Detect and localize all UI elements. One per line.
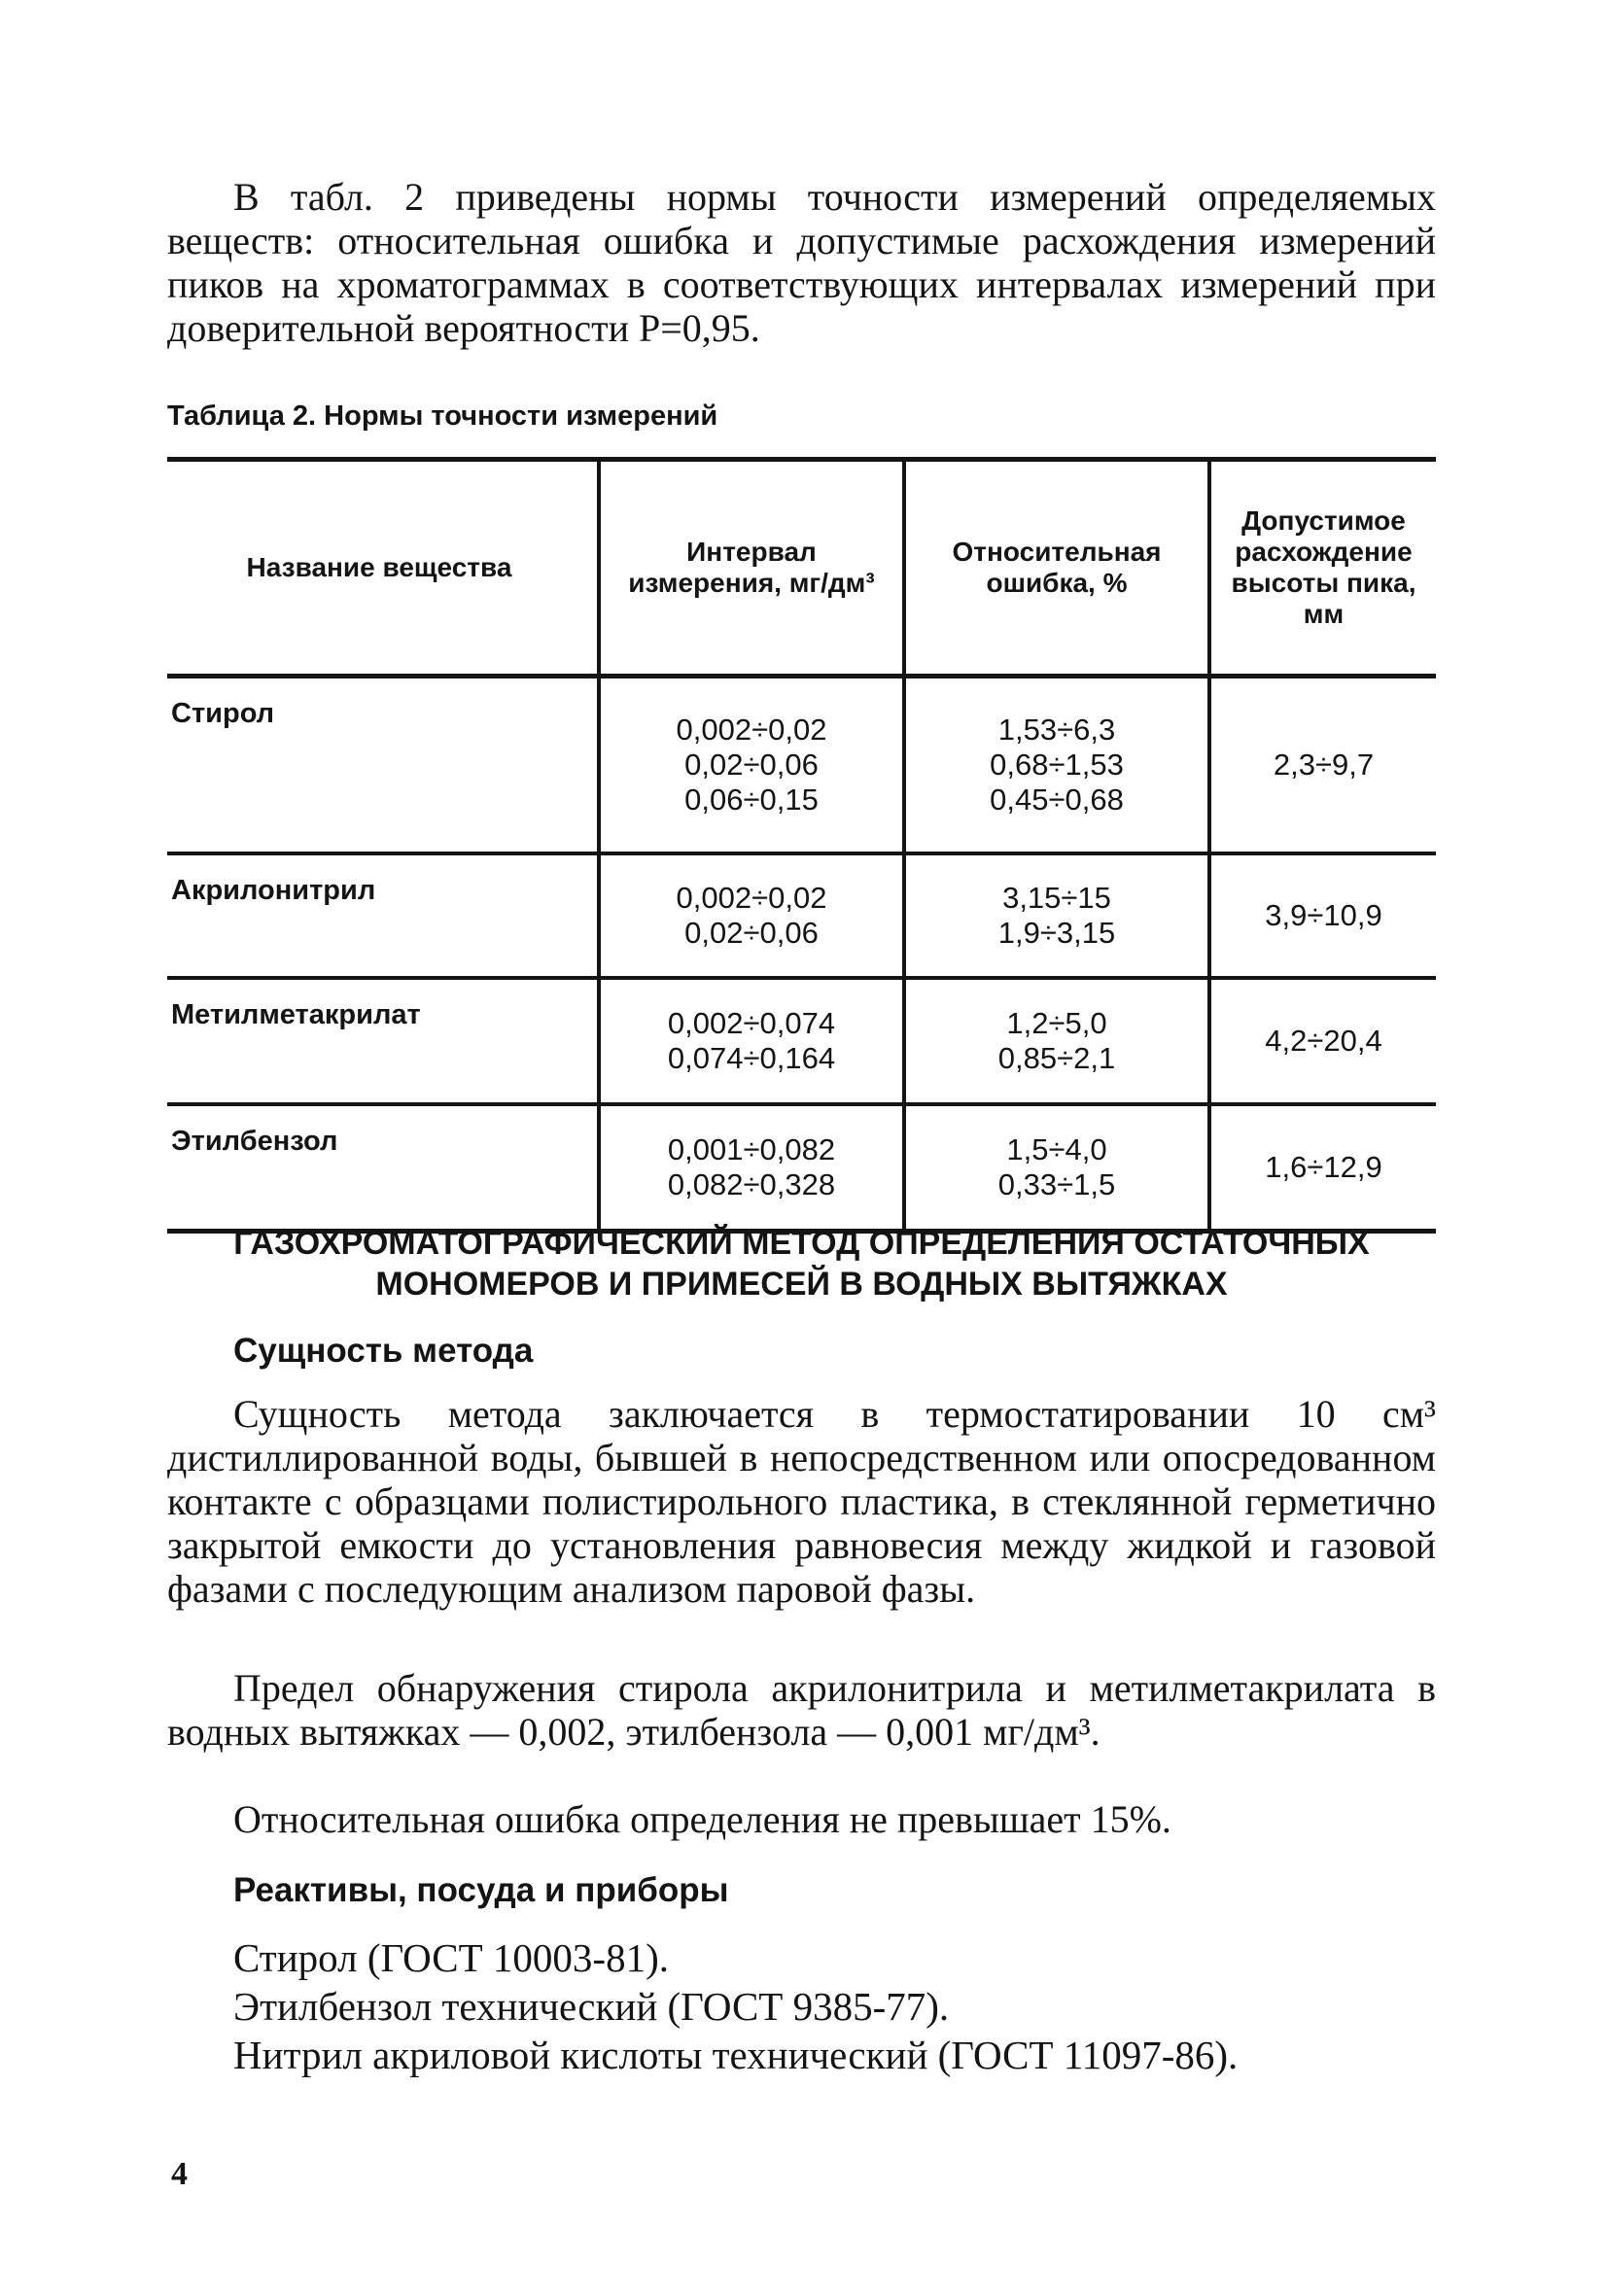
header-interval: Интервал измерения, мг/дм³ [599,460,904,677]
table-caption: Таблица 2. Нормы точности измерений [167,400,718,432]
cell-relative-error: 3,15÷15 1,9÷3,15 [904,853,1209,978]
table-row [167,978,1436,1104]
reagents-heading: Реактивы, посуда и приборы [233,1871,729,1909]
cell-peak-discrepancy: 1,6÷12,9 [1209,1104,1436,1232]
intro-paragraph: В табл. 2 приведены нормы точности измерений определяемых веществ: относительная ошибка и допустимые расхождения измерений пиков на хроматограммах в соответствующих интервалах измерений при доверительной вероятности P=0,95. [167,175,1436,350]
table-row [167,677,1436,854]
table-row [167,1104,1436,1232]
page-number: 4 [171,2156,188,2192]
section-title: ГАЗОХРОМАТОГРАФИЧЕСКИЙ МЕТОД ОПРЕДЕЛЕНИЯ ОСТАТОЧНЫХ МОНОМЕРОВ И ПРИМЕСЕЙ В ВОДНЫХ ВЫТЯЖКАХ [233,1225,1370,1303]
reagent-item: Нитрил акриловой кислоты технический (ГОСТ 11097-86). [233,2033,1239,2077]
reagent-item: Стирол (ГОСТ 10003-81). [233,1935,669,1980]
header-relative-error: Относительная ошибка, % [904,460,1209,677]
header-substance: Название вещества [167,460,599,677]
detection-limit-paragraph: Предел обнаружения стирола акрилонитрила и метилметакрилата в водных вытяжках — 0,002, этилбензола — 0,001 мг/дм³. [167,1666,1436,1754]
cell-peak-discrepancy: 2,3÷9,7 [1209,677,1436,854]
reagent-item: Этилбензол технический (ГОСТ 9385-77). [233,1984,950,2029]
accuracy-norms-table [167,457,1436,1234]
cell-relative-error: 1,5÷4,0 0,33÷1,5 [904,1104,1209,1232]
cell-substance: Этилбензол [167,1104,599,1232]
table-header-row [167,460,1436,677]
cell-interval: 0,002÷0,02 0,02÷0,06 [599,853,904,978]
cell-interval: 0,002÷0,02 0,02÷0,06 0,06÷0,15 [599,677,904,854]
cell-relative-error: 1,53÷6,3 0,68÷1,53 0,45÷0,68 [904,677,1209,854]
cell-substance: Стирол [167,677,599,854]
cell-relative-error: 1,2÷5,0 0,85÷2,1 [904,978,1209,1104]
method-essence-paragraph: Сущность метода заключается в термостатировании 10 см³ дистиллированной воды, бывшей в непосредственном или опосредованном контакте с образцами полистирольного пластика, в стеклянной герметично закрытой емкости до установления равновесия между жидкой и газовой фазами с последующим анализом паровой фазы. [167,1392,1436,1611]
cell-peak-discrepancy: 4,2÷20,4 [1209,978,1436,1104]
cell-interval: 0,002÷0,074 0,074÷0,164 [599,978,904,1104]
method-essence-heading: Сущность метода [233,1332,534,1370]
header-peak-discrepancy: Допустимое расхождение высоты пика, мм [1209,460,1436,677]
cell-substance: Акрилонитрил [167,853,599,978]
relative-error-paragraph: Относительная ошибка определения не превышает 15%. [233,1797,1171,1841]
cell-substance: Метилметакрилат [167,978,599,1104]
table-row [167,853,1436,978]
cell-peak-discrepancy: 3,9÷10,9 [1209,853,1436,978]
cell-interval: 0,001÷0,082 0,082÷0,328 [599,1104,904,1232]
